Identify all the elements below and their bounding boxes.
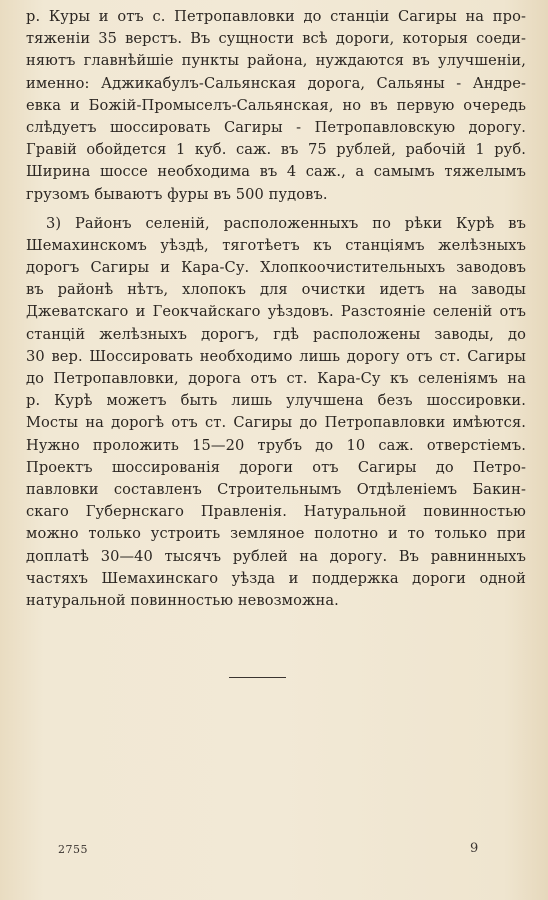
text-line: Проектъ шоссированія дороги отъ Сагиры до Петро- (26, 458, 526, 476)
text-line: натуральной повинностью невозможна. (26, 591, 339, 609)
body-text (26, 6, 526, 612)
page-number: 9 (470, 841, 479, 856)
print-code: 2755 (58, 843, 88, 856)
text-line: р. Курѣ можетъ быть лишь улучшена безъ шоссировки. (26, 392, 526, 410)
text-line: Ширина шоссе необходима въ 4 саж., а самымъ тяжелымъ (26, 163, 526, 181)
section-divider (229, 677, 286, 678)
text-line: скаго Губернскаго Правленія. Натуральной повинностью (26, 503, 526, 521)
text-line: доплатѣ 30—40 тысячъ рублей на дорогу. Въ равнинныхъ (26, 547, 526, 565)
paragraph-2 (26, 213, 526, 612)
text-line: няютъ главнѣйшіе пункты района, нуждаются въ улучшеніи, (26, 52, 526, 70)
text-line: евка и Божій-Промыселъ-Сальянская, но въ первую очередь (26, 96, 526, 114)
text-line: р. Куры и отъ с. Петропавловки до станціи Сагиры на про- (26, 8, 526, 25)
text-line: дорогъ Сагиры и Кара-Су. Хлопкоочистительныхъ заводовъ (26, 259, 526, 277)
paragraph-1 (26, 6, 526, 206)
text-line: тяженіи 35 верстъ. Въ сущности всѣ дороги, которыя соеди- (26, 30, 526, 48)
text-line: слѣдуетъ шоссировать Сагиры - Петропавловскую дорогу. (26, 118, 526, 136)
text-line: частяхъ Шемахинскаго уѣзда и поддержка дороги одной (26, 569, 526, 587)
text-line: до Петропавловки, дорога отъ ст. Кара-Су къ селеніямъ на (26, 370, 526, 387)
text-line: можно только устроить земляное полотно и то только при (26, 525, 526, 543)
text-line: 30 вер. Шоссировать необходимо лишь дорогу отъ ст. Сагиры (26, 347, 526, 365)
text-line: Гравій обойдется 1 куб. саж. въ 75 рублей, рабочій 1 руб. (26, 141, 526, 159)
text-line: Джеватскаго и Геокчайскаго уѣздовъ. Разстояніе селеній отъ (26, 303, 526, 321)
text-line: 3) Районъ селеній, расположенныхъ по рѣки Курѣ въ (46, 214, 526, 232)
text-line: въ районѣ нѣтъ, хлопокъ для очистки идетъ на заводы (26, 281, 526, 299)
text-line: павловки составленъ Строительнымъ Отдѣленіемъ Бакин- (26, 480, 526, 498)
text-line: станцій желѣзныхъ дорогъ, гдѣ расположены заводы, до (26, 325, 526, 343)
text-line: Шемахинскомъ уѣздѣ, тяготѣетъ къ станціямъ желѣзныхъ (26, 236, 526, 254)
text-line: Мосты на дорогѣ отъ ст. Сагиры до Петропавловки имѣются. (26, 414, 526, 432)
text-line: Нужно проложить 15—20 трубъ до 10 саж. отверстіемъ. (26, 436, 526, 454)
text-line: именно: Аджикабулъ-Сальянская дорога, Сальяны - Андре- (26, 74, 526, 92)
text-line: грузомъ бываютъ фуры въ 500 пудовъ. (26, 185, 328, 203)
